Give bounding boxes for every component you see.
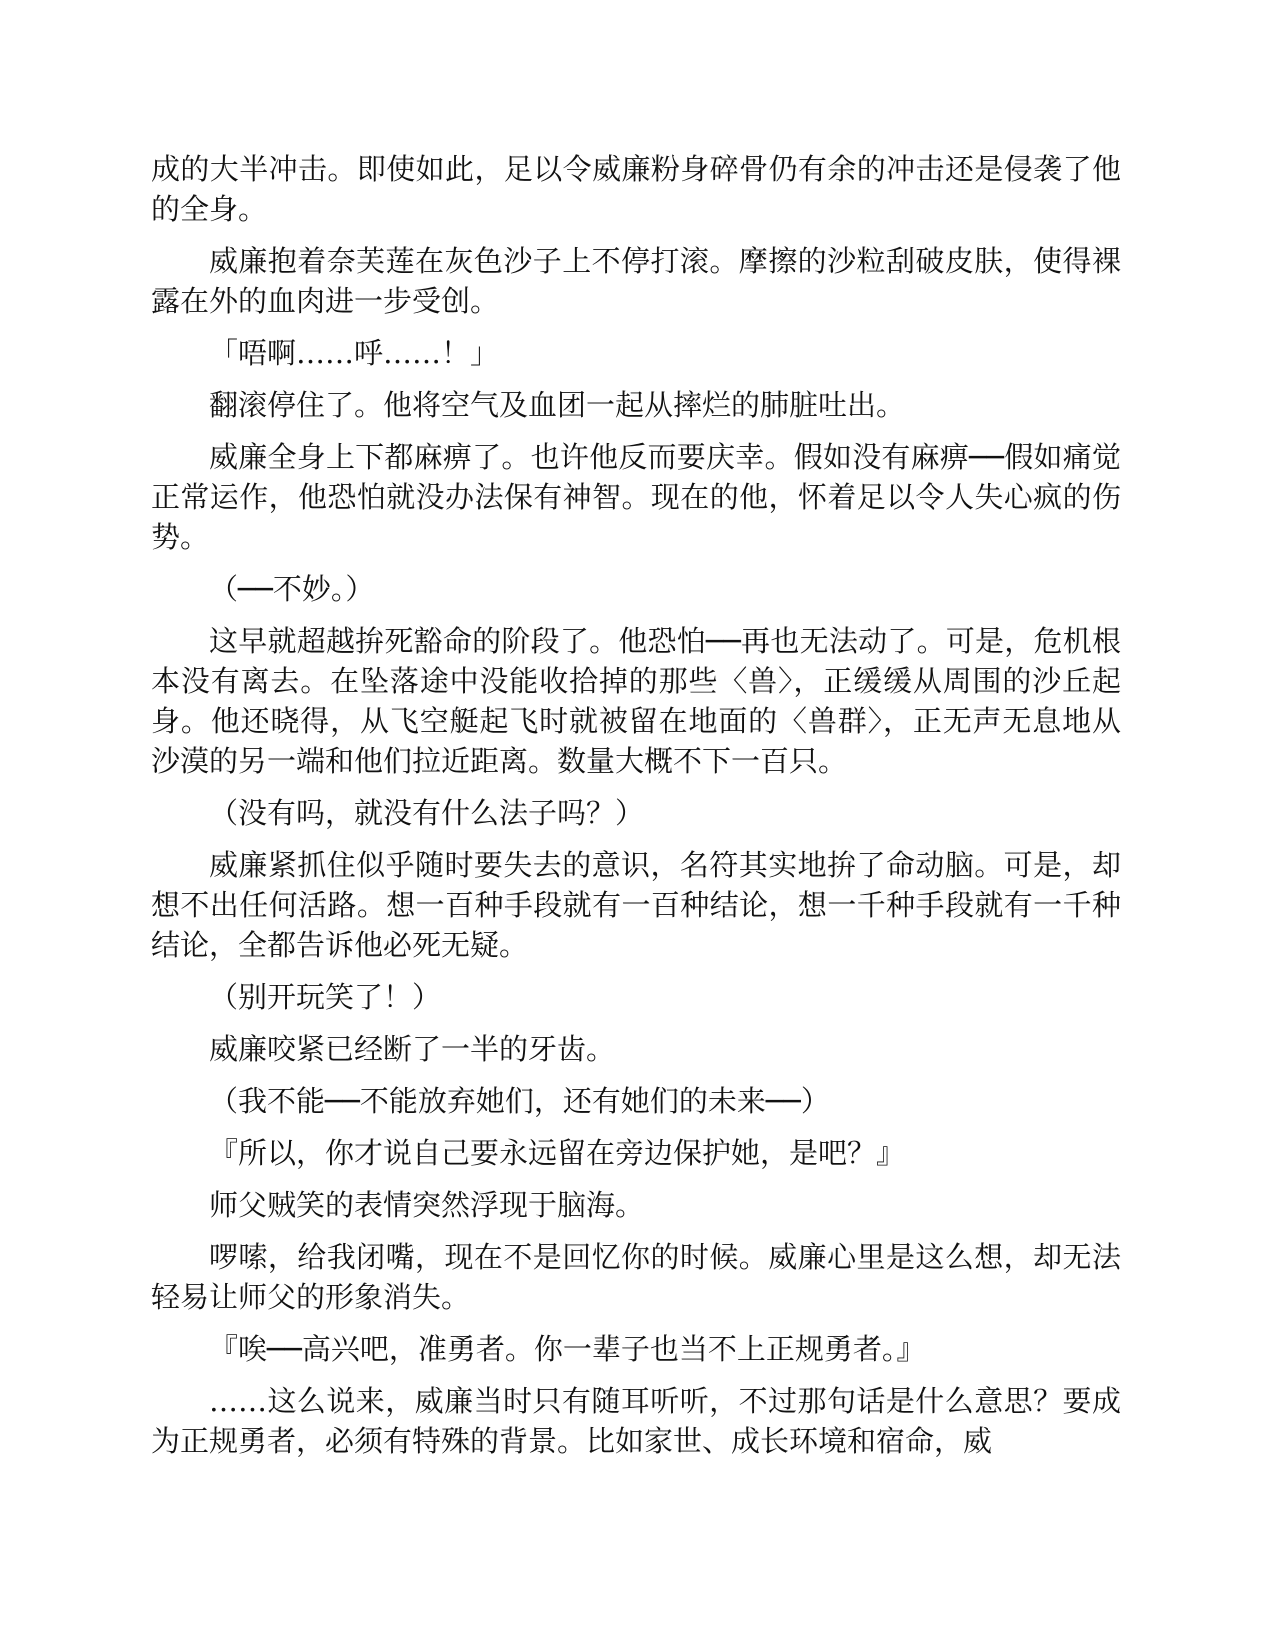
paragraph-1: 成的大半冲击。即使如此，足以令威廉粉身碎骨仍有余的冲击还是侵袭了他的全身。 [151,152,1121,226]
paragraph-11: 威廉咬紧已经断了一半的牙齿。 [209,1032,616,1066]
paragraph-17: ……这么说来，威廉当时只有随耳听听，不过那句话是什么意思？要成为正规勇者，必须有特殊的背景。比如家世、成长环境和宿命，威 [151,1384,1121,1458]
paragraph-15: 啰嗦，给我闭嘴，现在不是回忆你的时候。威廉心里是这么想，却无法轻易让师父的形象消失。 [151,1240,1121,1314]
paragraph-10: （别开玩笑了！） [209,980,442,1014]
paragraph-7: 这早就超越拚死豁命的阶段了。他恐怕──再也无法动了。可是，危机根本没有离去。在坠落途中没能收拾掉的那些〈兽〉，正缓缓从周围的沙丘起身。他还晓得，从飞空艇起飞时就被留在地面的〈兽群〉，正无声无息地从沙漠的另一端和他们拉近距离。数量大概不下一百只。 [151,624,1121,778]
document-page [151,149,1121,1473]
paragraph-2: 威廉抱着奈芙莲在灰色沙子上不停打滚。摩擦的沙粒刮破皮肤，使得裸露在外的血肉进一步受创。 [151,244,1121,318]
paragraph-9: 威廉紧抓住似乎随时要失去的意识，名符其实地拚了命动脑。可是，却想不出任何活路。想一百种手段就有一百种结论，想一千种手段就有一千种结论，全都告诉他必死无疑。 [151,848,1121,962]
paragraph-8: （没有吗，就没有什么法子吗？） [209,796,645,830]
paragraph-16: 『唉──高兴吧，准勇者。你一辈子也当不上正规勇者。』 [209,1332,926,1366]
paragraph-5: 威廉全身上下都麻痹了。也许他反而要庆幸。假如没有麻痹──假如痛觉正常运作，他恐怕就没办法保有神智。现在的他，怀着足以令人失心疯的伤势。 [151,440,1121,554]
paragraph-14: 师父贼笑的表情突然浮现于脑海。 [209,1188,645,1222]
paragraph-13: 『所以，你才说自己要永远留在旁边保护她，是吧？』 [209,1136,906,1170]
paragraph-4: 翻滚停住了。他将空气及血团一起从摔烂的肺脏吐出。 [209,388,906,422]
paragraph-12: （我不能──不能放弃她们，还有她们的未来──） [209,1084,830,1118]
paragraph-6: （──不妙。） [209,572,375,606]
paragraph-3: 「唔啊……呼……！」 [209,336,500,370]
